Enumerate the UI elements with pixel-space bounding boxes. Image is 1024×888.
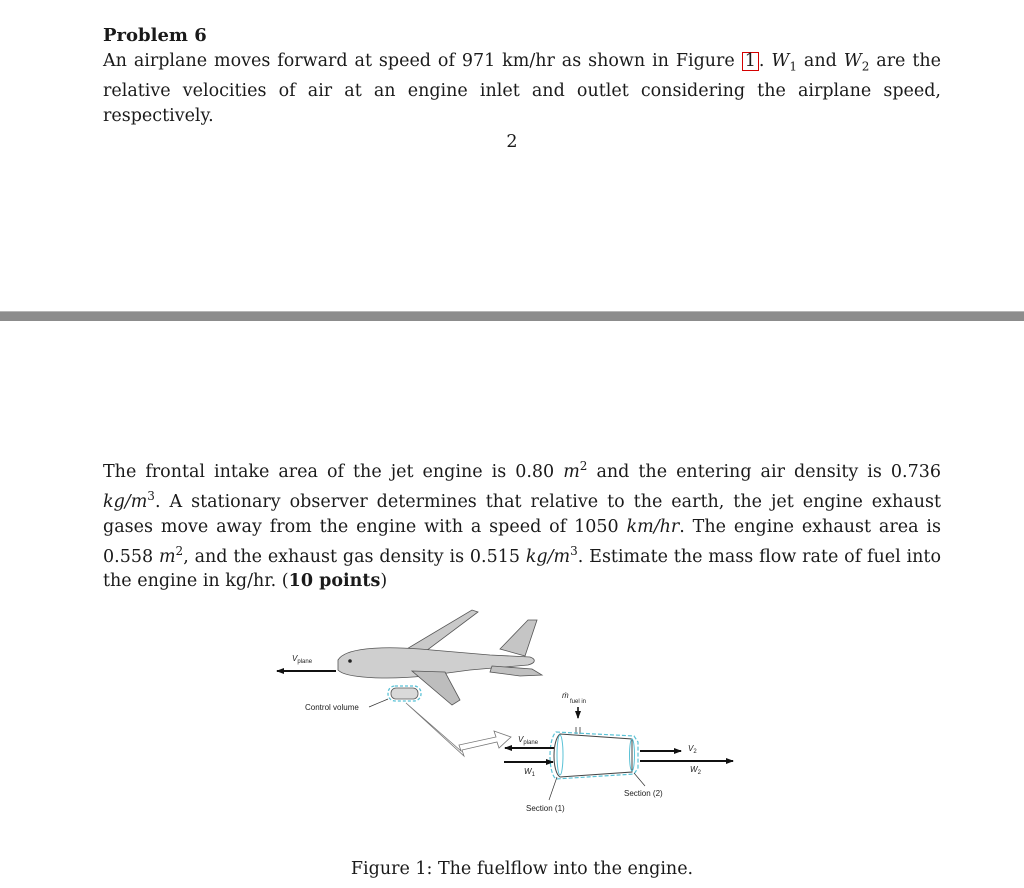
page-divider: [0, 312, 1024, 321]
w1-symbol: $W_1$: [771, 51, 797, 74]
v-plane-label: $V_{plane}$: [292, 654, 313, 665]
intro-text: .: [758, 51, 772, 71]
intro-text: An airplane moves forward at speed of 971 km/hr as shown in Figure: [103, 51, 742, 71]
unit-kg-m3: $kg/m^3$: [525, 544, 578, 567]
engine-figure: [0, 595, 1024, 850]
engine-body: [554, 734, 632, 777]
section2-label: Section (2): [624, 789, 663, 798]
airplane-illustration: [338, 610, 542, 705]
points-label: 10 points: [288, 571, 381, 592]
body-text: . Estimate the mass flow rate of fuel into the engine in kg/hr. (: [103, 546, 941, 592]
section1-label: Section (1): [526, 804, 565, 813]
intro-text: and: [796, 51, 844, 71]
body-text: ): [380, 571, 388, 592]
w2-label: $W_2$: [690, 765, 701, 776]
section2-leader: [634, 773, 645, 786]
body-text: . The engine exhaust area is 0.558: [103, 516, 941, 567]
problem-heading: Problem 6: [103, 25, 207, 46]
figure-caption: Figure 1: The fuelflow into the engine.: [350, 859, 694, 879]
unit-m2: $m^2$: [563, 459, 588, 482]
cockpit-window: [348, 659, 352, 663]
engine-nacelle: [391, 688, 418, 699]
v2-label: $V_2$: [688, 744, 697, 755]
problem-intro-paragraph: [103, 49, 941, 128]
vertical-tail: [500, 620, 537, 656]
unit-kg-m3: $kg/m^3$: [103, 489, 155, 513]
body-text: and the entering air density is 0.736: [587, 461, 941, 482]
body-text: The frontal intake area of the jet engine is 0.80: [103, 461, 564, 482]
control-volume-label: Control volume: [305, 703, 359, 712]
page-number: 2: [506, 132, 518, 152]
fuel-in-label: fuel in: [570, 699, 587, 705]
horizontal-stabilizer: [490, 666, 542, 676]
intro-text: are the relative velocities of air at an engine inlet and outlet considering the airplane speed, respectively.: [103, 51, 941, 126]
w1-label: $W_1$: [524, 767, 535, 778]
unit-km-hr: km/hr: [626, 516, 680, 537]
v-plane-engine-label: $V_{plane}$: [518, 735, 539, 746]
unit-m2: $m^2$: [158, 544, 184, 567]
control-volume-leader: [369, 699, 388, 707]
figure-reference-link[interactable]: 1: [742, 52, 759, 71]
zoom-arrow: [406, 703, 511, 756]
w2-symbol: $W_2$: [843, 51, 870, 74]
body-text: . A stationary observer determines that relative to the earth, the jet engine exhaust gases move away from the engine with a speed of 1050: [103, 492, 941, 537]
mdot-symbol: ṁ: [562, 691, 569, 700]
section1-leader: [549, 777, 557, 800]
upper-wing: [405, 610, 478, 651]
lower-wing: [412, 671, 460, 705]
problem-body-paragraph: [103, 454, 941, 594]
body-text: , and the exhaust gas density is 0.515: [183, 546, 526, 567]
